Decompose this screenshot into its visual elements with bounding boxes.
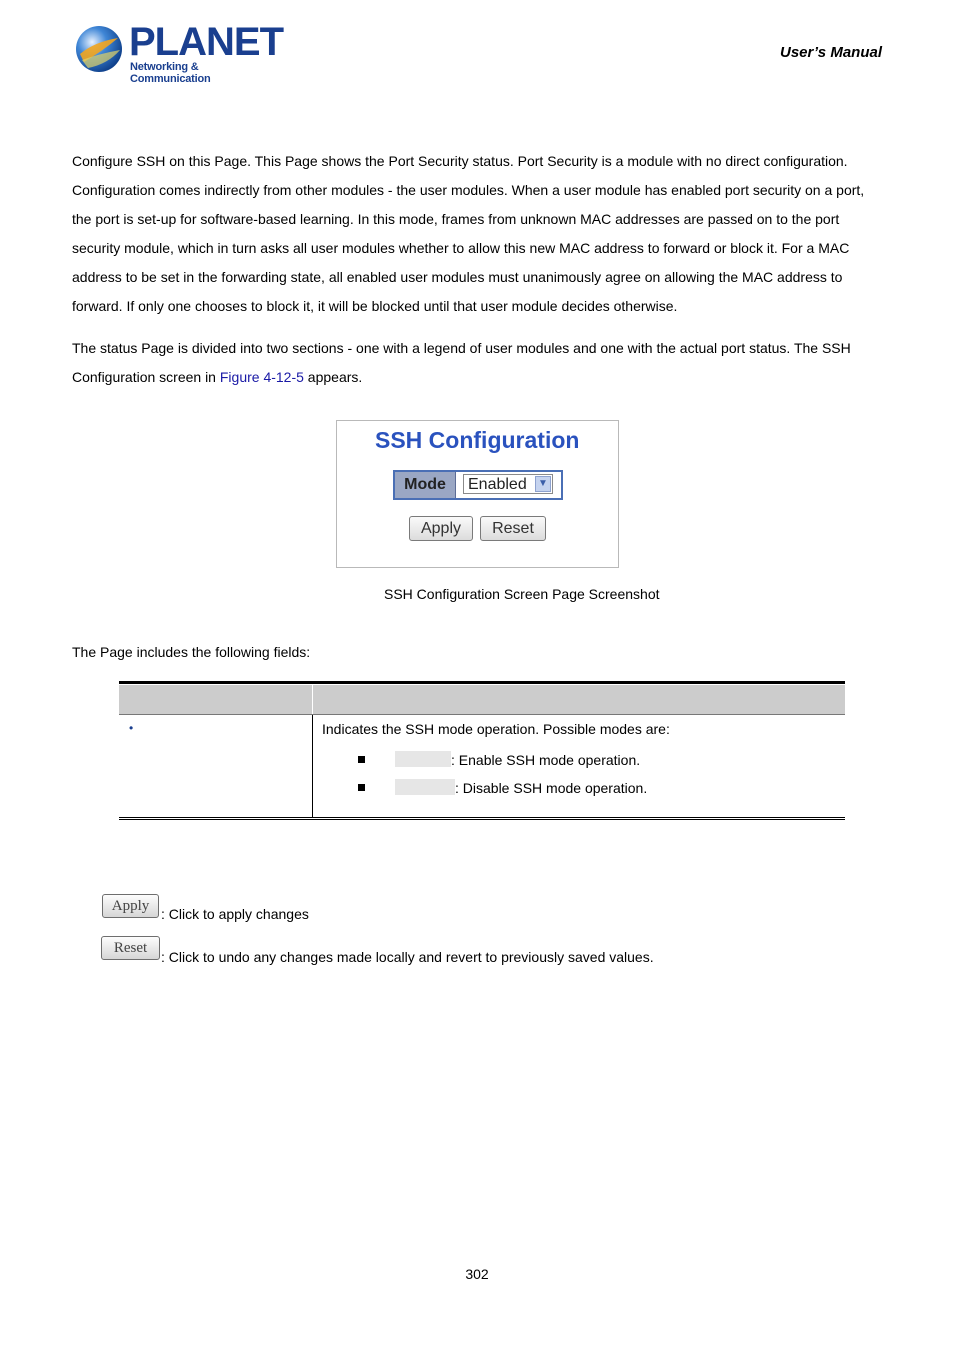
reset-button[interactable]: Reset: [480, 516, 546, 541]
option-disabled-chip: [395, 779, 455, 795]
apply-button-sample[interactable]: Apply: [102, 894, 159, 918]
logo-wordmark: PLANET: [129, 20, 283, 64]
mode-row: [393, 470, 563, 500]
object-bullet: •: [129, 721, 134, 735]
logo-tagline: Networking & Communication: [130, 61, 211, 85]
chevron-down-icon[interactable]: ▼: [535, 476, 551, 492]
option-enabled-chip: [395, 751, 451, 767]
fields-intro: The Page includes the following fields:: [72, 644, 311, 660]
mode-description: Indicates the SSH mode operation. Possible modes are:: [322, 721, 670, 737]
apply-button[interactable]: Apply: [409, 516, 473, 541]
users-manual-label: User’s Manual: [780, 44, 882, 61]
reset-button-sample[interactable]: Reset: [101, 936, 160, 960]
planet-logo: [74, 20, 283, 85]
reset-description: : Click to undo any changes made locally and revert to previously saved values.: [161, 949, 654, 965]
table-column-divider: [312, 715, 313, 817]
mode-label: Mode: [395, 472, 456, 498]
option-enabled-text: : Enable SSH mode operation.: [451, 752, 641, 768]
ssh-config-title: SSH Configuration: [375, 427, 580, 453]
table-bottom-rule: [119, 817, 845, 818]
table-top-rule: [119, 681, 845, 684]
apply-description: : Click to apply changes: [161, 906, 309, 922]
option-disabled-text: : Disable SSH mode operation.: [455, 780, 648, 796]
intro-paragraph-1: Configure SSH on this Page. This Page shows the Port Security status. Port Security is a module with no direct configuration. Configuration comes indirectly from other modules - the user modules. When a user module has enabled port security on a port, the port is set-up for software-based learning. In this mode, frames from unknown MAC addresses are passed on to the port security module, which in turn asks all user modules whether to allow this new MAC address to forward or block it. For a MAC address to be set in the forwarding state, all enabled user modules must unanimously agree on allowing the MAC address to forward. If only one chooses to block it, it will be blocked until that user module decides otherwise.: [72, 153, 865, 314]
mode-select[interactable]: [463, 474, 553, 494]
square-bullet-icon: [358, 784, 365, 791]
intro-paragraph-2: [72, 334, 887, 392]
page-number: 302: [465, 1266, 489, 1282]
intro-text-after: appears.: [303, 369, 363, 385]
figure-caption: SSH Configuration Screen Page Screenshot: [384, 586, 660, 602]
ssh-config-screenshot: [336, 420, 619, 568]
mode-select-value: Enabled: [468, 476, 527, 493]
table-header-row: [119, 685, 845, 715]
intro-text-before: The status Page is divided into two sections - one with a legend of user modules and one with the actual port status. The SSH Configuration screen in: [72, 340, 851, 385]
table-header-divider: [312, 685, 313, 714]
figure-link[interactable]: Figure 4-12-5: [219, 369, 304, 385]
table-bottom-rule: [119, 819, 845, 820]
square-bullet-icon: [358, 756, 365, 763]
globe-icon: [74, 24, 124, 74]
